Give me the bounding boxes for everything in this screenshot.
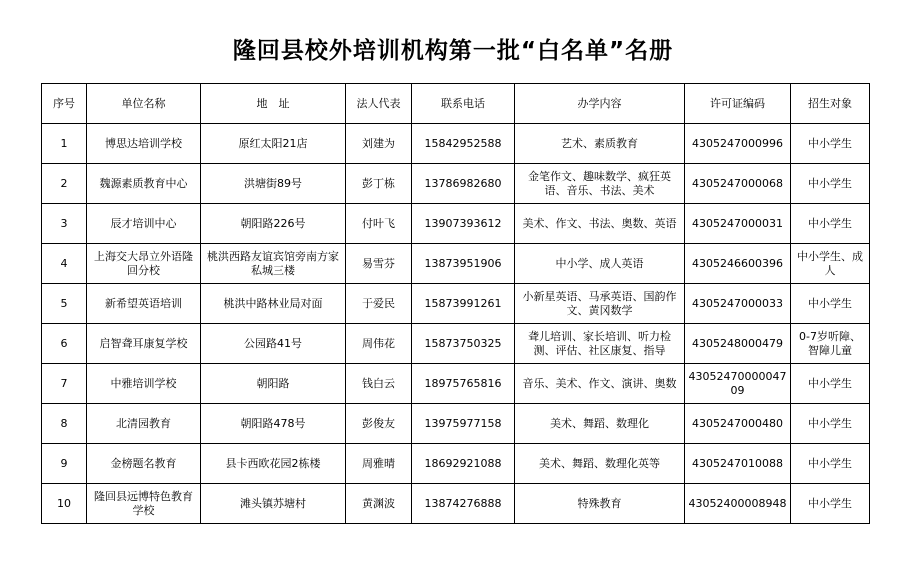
cell-phone: 15873750325 [412,324,515,364]
cell-target: 中小学生 [791,124,870,164]
cell-legal-rep: 彭俊友 [346,404,412,444]
cell-phone: 13874276888 [412,484,515,524]
document-title: 隆回县校外培训机构第一批“白名单”名册 [232,38,674,64]
cell-org-name: 魏源素质教育中心 [87,164,201,204]
cell-index: 4 [42,244,87,284]
cell-legal-rep: 周雅晴 [346,444,412,484]
cell-content: 中小学、成人英语 [515,244,685,284]
cell-address: 洪塘街89号 [201,164,346,204]
cell-phone: 13786982680 [412,164,515,204]
cell-org-name: 北清园教育 [87,404,201,444]
cell-license: 4305247000031 [685,204,791,244]
header-content: 办学内容 [515,84,685,124]
cell-org-name: 辰才培训中心 [87,204,201,244]
header-license: 许可证编码 [685,84,791,124]
cell-target: 中小学生 [791,404,870,444]
cell-address: 桃洪西路友谊宾馆旁南方家私城三楼 [201,244,346,284]
cell-org-name: 新希望英语培训 [87,284,201,324]
cell-phone: 15842952588 [412,124,515,164]
cell-target: 中小学生 [791,284,870,324]
cell-org-name: 隆回县远博特色教育学校 [87,484,201,524]
table-row [42,324,870,364]
cell-address: 朝阳路226号 [201,204,346,244]
cell-index: 6 [42,324,87,364]
table-row [42,284,870,324]
cell-phone: 13907393612 [412,204,515,244]
cell-content: 美术、舞蹈、数理化 [515,404,685,444]
cell-legal-rep: 付叶飞 [346,204,412,244]
cell-index: 8 [42,404,87,444]
cell-legal-rep: 周伟花 [346,324,412,364]
cell-address: 原红太阳21店 [201,124,346,164]
header-target: 招生对象 [791,84,870,124]
cell-content: 小新星英语、马承英语、国韵作文、黄冈数学 [515,284,685,324]
cell-legal-rep: 黄渊波 [346,484,412,524]
cell-phone: 13873951906 [412,244,515,284]
cell-org-name: 上海交大昂立外语隆回分校 [87,244,201,284]
table-header-row [42,84,870,124]
cell-target: 中小学生 [791,364,870,404]
cell-license: 4305247000068 [685,164,791,204]
cell-license: 4305247000480 [685,404,791,444]
cell-address: 滩头镇苏塘村 [201,484,346,524]
cell-index: 3 [42,204,87,244]
whitelist-table [41,83,870,524]
cell-license: 4305247010088 [685,444,791,484]
cell-phone: 18692921088 [412,444,515,484]
cell-content: 艺术、素质教育 [515,124,685,164]
cell-index: 1 [42,124,87,164]
header-address: 地 址 [201,84,346,124]
table-row [42,484,870,524]
cell-content: 音乐、美术、作文、演讲、奥数 [515,364,685,404]
cell-content: 聋儿培训、家长培训、听力检测、评估、社区康复、指导 [515,324,685,364]
cell-license: 43052470000047​09 [685,364,791,404]
cell-license: 4305247000033 [685,284,791,324]
cell-legal-rep: 彭丁栋 [346,164,412,204]
cell-target: 0-7岁听障、智障儿童 [791,324,870,364]
cell-license: 43052400008948 [685,484,791,524]
cell-address: 县卡西欧花园2栋楼 [201,444,346,484]
cell-content: 特殊教育 [515,484,685,524]
table-row [42,404,870,444]
table-row [42,364,870,404]
cell-content: 美术、作文、书法、奥数、英语 [515,204,685,244]
cell-org-name: 金榜题名教育 [87,444,201,484]
cell-license: 4305248000479 [685,324,791,364]
header-phone: 联系电话 [412,84,515,124]
cell-legal-rep: 刘建为 [346,124,412,164]
cell-content: 金笔作文、趣味数学、疯狂英语、音乐、书法、美术 [515,164,685,204]
cell-legal-rep: 易雪芬 [346,244,412,284]
cell-target: 中小学生 [791,444,870,484]
cell-phone: 15873991261 [412,284,515,324]
cell-org-name: 启智聋耳康复学校 [87,324,201,364]
cell-index: 7 [42,364,87,404]
cell-index: 2 [42,164,87,204]
cell-target: 中小学生 [791,484,870,524]
table-row [42,164,870,204]
cell-address: 朝阳路478号 [201,404,346,444]
header-legal-rep: 法人代表 [346,84,412,124]
cell-address: 朝阳路 [201,364,346,404]
cell-org-name: 博思达培训学校 [87,124,201,164]
cell-org-name: 中雅培训学校 [87,364,201,404]
table-row [42,244,870,284]
cell-target: 中小学生 [791,204,870,244]
cell-target: 中小学生 [791,164,870,204]
table-row [42,124,870,164]
cell-content: 美术、舞蹈、数理化英等 [515,444,685,484]
cell-legal-rep: 钱白云 [346,364,412,404]
cell-index: 10 [42,484,87,524]
cell-legal-rep: 于爱民 [346,284,412,324]
table-row [42,204,870,244]
cell-license: 4305247000996 [685,124,791,164]
header-org-name: 单位名称 [87,84,201,124]
cell-index: 9 [42,444,87,484]
cell-address: 桃洪中路林业局对面 [201,284,346,324]
header-index: 序号 [42,84,87,124]
table-row [42,444,870,484]
cell-phone: 18975765816 [412,364,515,404]
cell-index: 5 [42,284,87,324]
cell-phone: 13975977158 [412,404,515,444]
cell-target: 中小学生、成人 [791,244,870,284]
cell-address: 公园路41号 [201,324,346,364]
cell-license: 4305246600396 [685,244,791,284]
